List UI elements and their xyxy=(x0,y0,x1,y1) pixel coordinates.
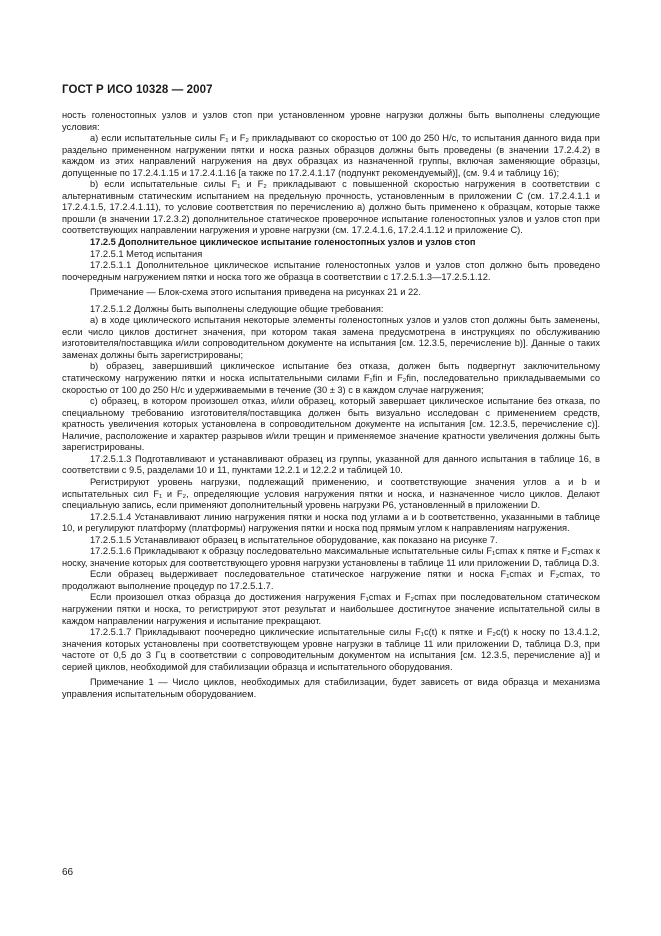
paragraph: 17.2.5.1.3 Подготавливают и устанавливают образец из группы, указанной для данного испытания в таблице 16, в соответствии с 9.5, разделами 10 и 11, пунктами 12.2.1 и 12.2.2 и таблицей 10. xyxy=(62,453,600,476)
paragraph: 17.2.5.1.6 Прикладывают к образцу последовательно максимальные испытательные силы F₁cmax к пятке и F₂cmax к носку, значение которых для соответствующего уровня нагрузки установлены в таблице 11 или приложении D, таблица D.3. xyxy=(62,546,600,568)
paragraph: 17.2.5.1.4 Устанавливают линию нагружения пятки и носка под углами a и b соответственно, указанными в таблице 10, и регулируют платформу (платформы) нагружения пятки и носка под прямым углом к направлениям нагружения. xyxy=(62,511,600,534)
paragraph: а) если испытательные силы F₁ и F₂ прикладывают со скоростью от 100 до 250 Н/с, то испытания данного вида при раздельно примененном нагружении пятки и носка разных образцов должны быть проведены (в значении 17.2.4.2) в каждом из этих направлений нагружения на двух образцах из назначенной группы, включая заменяющие образцы, допущенные по 17.2.4.1.15 и 17.2.4.1.16 [а также по 17.2.4.1.17 (подпункт рекомендуемый)], (см. 9.4 и таблицу 16); xyxy=(62,133,600,178)
document-body xyxy=(62,110,600,705)
subsection-heading: 17.2.5.1 Метод испытания xyxy=(90,248,203,259)
note: Примечание — Блок-схема этого испытания приведена на рисунках 21 и 22. xyxy=(90,287,421,298)
section-heading: 17.2.5 Дополнительное циклическое испытание голеностопных узлов и узлов стоп xyxy=(90,237,476,248)
page-number: 66 xyxy=(62,867,74,878)
paragraph: b) если испытательные силы F₁ и F₂ прикладывают с повышенной скоростью нагружения в соответствии с альтернативным статическим испытанием на предельную прочность, установленным в приложении С (см. 17.2.4.1.1 и 17.2.4.1.5, 17.2.4.1.11), то условие соответствия по перечислению а) должно быть применено к образцам, которые также прошли (в значении 17.2.3.2) дополнительное статическое проверочное испытание голеностопных узлов и узлов стоп при соответствующих направлении нагружения и уровне нагрузки (см. 17.2.4.1.6, 17.2.4.1.12 и приложение С). xyxy=(62,179,600,236)
paragraph: ность голеностопных узлов и узлов стоп при установленном уровне нагрузки должны быть выполнены следующие условия: xyxy=(62,110,600,132)
note: Примечание 1 — Число циклов, необходимых для стабилизации, будет зависеть от вида образца и механизма управления испытательным оборудованием. xyxy=(62,677,600,699)
paragraph: 17.2.5.1.5 Устанавливают образец в испытательное оборудование, как показано на рисунке 7. xyxy=(90,534,498,545)
paragraph: 17.2.5.1.2 Должны быть выполнены следующие общие требования: xyxy=(90,303,384,314)
paragraph: Если произошел отказ образца до достижения нагружения F₁cmax и F₂cmax при последовательном статическом нагружении пятки и носка, то регистрируют этот результат и наибольшее достигнутое значение испытательной силы в каждом направлении нагружения и испытание прекращают. xyxy=(62,592,600,626)
paragraph: а) в ходе циклического испытания некоторые элементы голеностопных узлов и узлов стоп должны быть заменены, если число циклов достигнет значения, при котором такая замена предусмотрена в инструкциях по обслуживанию изготовителя/поставщика и/или сопроводительном документе на испытания [см. 12.3.5, перечисление b)]. Данные о таких заменах должны быть зарегистрированы; xyxy=(62,315,600,360)
paragraph: Если образец выдерживает последовательное статическое нагружение пятки и носка F₁cmax и F₂cmax, то продолжают выполнение процедур по 17.2.5.1.7. xyxy=(62,569,600,591)
paragraph: 17.2.5.1.7 Прикладывают поочередно циклические испытательные силы F₁c(t) к пятке и F₂c(t) к носку по 13.4.1.2, значения которых установлены при соответствующем уровне нагрузки в таблице 11 или приложении D, таблица D.3, при частоте от 0,5 до 3 Гц в соответствии с сопроводительным документом на испытания [см. 12.3.5, перечисление а)] и серией циклов, необходимой для стабилизации образца и испытательного оборудования. xyxy=(62,627,600,672)
paragraph: с) образец, в котором произошел отказ, и/или образец, который завершает циклическое испытание без отказа, по специальному требованию изготовителя/поставщика должен быть визуально исследован с применением средств, кратность увеличения которых установлена в сопроводительном документе на испытания [см. 12.3.5, перечисление с)]. Наличие, расположение и характер разрывов и/или трещин и применяемое значение кратности увеличения должны быть зарегистрированы. xyxy=(62,396,600,453)
paragraph: b) образец, завершивший циклическое испытание без отказа, должен быть подвергнут заключительному статическому нагружению пятки и носка испытательными силами F₁fin и F₂fin, последовательно прикладываемыми со скоростью от 100 до 250 Н/с и удерживаемыми в течение (30 ± 3) с в каждом случае нагружения; xyxy=(62,361,600,395)
paragraph: Регистрируют уровень нагрузки, подлежащий применению, и соответствующие значения углов a и b и испытательных сил F₁ и F₂, определяющие условия нагружения пятки и носка, и назначенное число циклов. Делают специальную запись, если применяют дополнительный уровень нагрузки Р6, установленный в приложении D. xyxy=(62,476,600,511)
document-header: ГОСТ Р ИСО 10328 — 2007 xyxy=(62,84,213,96)
paragraph: 17.2.5.1.1 Дополнительное циклическое испытание голеностопных узлов и узлов стоп должно быть проведено поочередным нагружением пятки и носка того же образца в соответствии с 17.2.5.1.3—17.2.5.1.12. xyxy=(62,260,600,282)
